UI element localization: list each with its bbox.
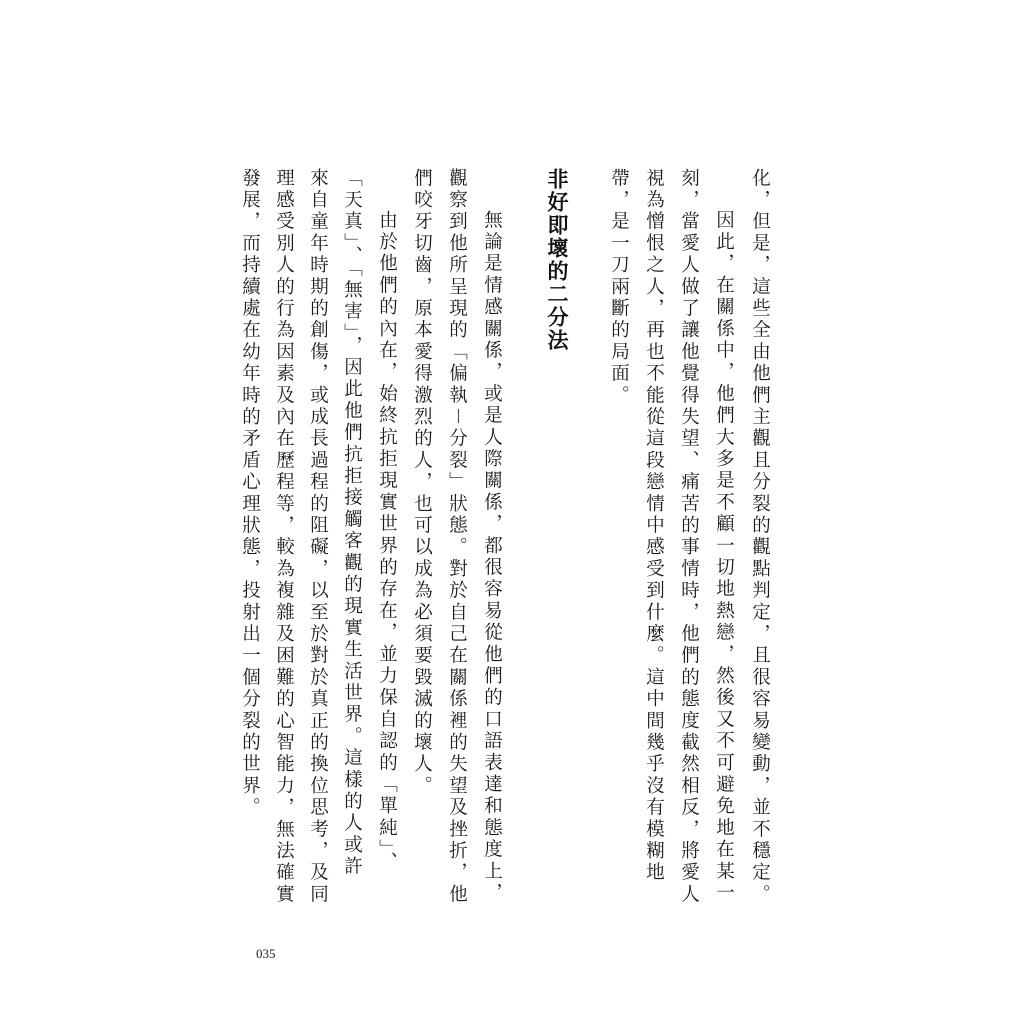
text-column-8: 們咬牙切齒，原本愛得激烈的人，也可以成為必須要毀滅的壞人。 xyxy=(411,168,433,798)
section-heading: 非好即壞的二分法 xyxy=(545,168,570,352)
text-column-11: 來自童年時期的創傷，或成長過程的阻礙，以至於對於真正的換位思考，及同 xyxy=(307,168,329,906)
page-number: 035 xyxy=(256,946,276,961)
text-column-12: 理感受別人的行為因素及內在歷程等，較為複雜及困難的心智能力，無法確實 xyxy=(273,168,295,906)
text-column-2: 因此，在關係中，他們大多是不顧一切地熱戀，然後又不可避免地在某一 xyxy=(713,210,735,905)
text-column-5: 帶，是一刀兩斷的局面。 xyxy=(608,168,630,407)
text-column-6: 無論是情感關係，或是人際關係，都很容易從他們的口語表達和態度上， xyxy=(481,210,503,905)
text-column-7: 觀察到他所呈現的「偏執－分裂」狀態。對於自己在關係裡的失望及挫折，他 xyxy=(446,168,468,906)
text-column-13: 發展，而持續處在幼年時的矛盾心理狀態，投射出一個分裂的世界。 xyxy=(239,168,261,819)
text-column-3: 刻，當愛人做了讓他覺得失望、痛苦的事情時，他們的態度截然相反，將愛人 xyxy=(678,168,700,906)
text-column-1: 化，但是，這些全由他們主觀且分裂的觀點判定，且很容易變動，並不穩定。 xyxy=(749,168,771,906)
text-column-9: 由於他們的內在，始終抗拒現實世界的存在，並力保自認的「單純」、 xyxy=(376,210,398,874)
text-column-4: 視為憎恨之人，再也不能從這段戀情中感受到什麼。這中間幾乎沒有模糊地 xyxy=(643,168,665,885)
text-column-10: 「天真」、「無害」，因此他們抗拒接觸客觀的現實生活世界。這樣的人或許 xyxy=(341,168,363,879)
